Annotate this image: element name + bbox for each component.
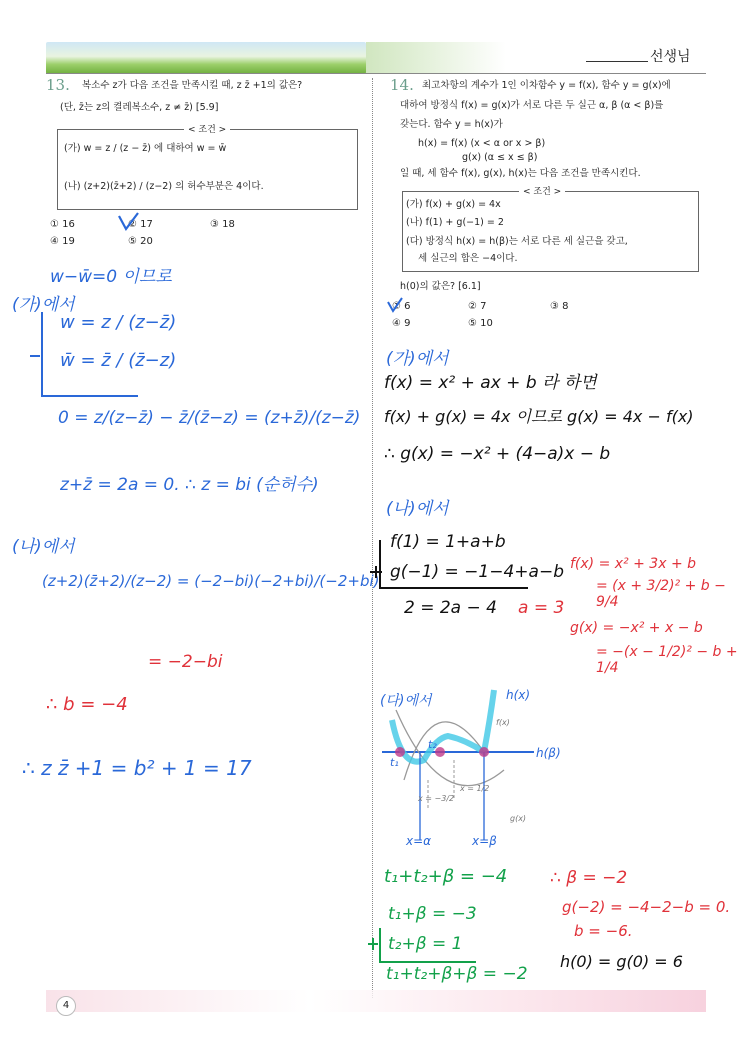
q14-eq-8: h(0) = g(0) = 6 bbox=[560, 952, 683, 971]
page-number: 4 bbox=[56, 996, 76, 1016]
q14-stem-line-4: 일 때, 세 함수 f(x), g(x), h(x)는 다음 조건을 만족시킨다. bbox=[400, 168, 641, 179]
q14-number: 14. bbox=[390, 76, 414, 94]
q14-eq-3: t₂+β = 1 bbox=[388, 934, 463, 954]
q14-choice-1[interactable]: ① 6 bbox=[392, 301, 411, 312]
header-banner-image bbox=[46, 42, 366, 74]
q13-note-line-9: = −2−bi bbox=[148, 652, 223, 672]
q14-eq-1: t₁+t₂+β = −4 bbox=[384, 866, 508, 887]
q13-choice-3[interactable]: ③ 18 bbox=[210, 219, 235, 230]
graph-label-hx: h(x) bbox=[506, 688, 531, 702]
q14-note-line-8: 2 = 2a − 4 bbox=[404, 598, 497, 618]
teacher-name-blank bbox=[586, 61, 648, 62]
q13-note-line-3: w = z / (z−z̄) bbox=[60, 312, 177, 333]
graph-label-x-minus: x = −3/2 bbox=[418, 794, 455, 803]
q14-note-line-6: f(1) = 1+a+b bbox=[390, 532, 506, 552]
q14-choice-3[interactable]: ③ 8 bbox=[550, 301, 569, 312]
point-beta bbox=[479, 747, 489, 757]
graph-label-x-plus: x = 1/2 bbox=[460, 784, 490, 793]
q13-choice-4[interactable]: ④ 19 bbox=[50, 236, 75, 247]
q14-h-definition-1: h(x) = f(x) (x < α or x > β) bbox=[418, 138, 546, 149]
q14-red-note-3: g(x) = −x² + x − b bbox=[570, 620, 703, 636]
q13-note-line-11: ∴ z z̄ +1 = b² + 1 = 17 bbox=[22, 756, 252, 780]
q14-note-line-3: f(x) + g(x) = 4x 이므로 g(x) = 4x − f(x) bbox=[384, 407, 694, 426]
q14-condition-a: (가) f(x) + g(x) = 4x bbox=[406, 199, 501, 210]
header-banner-fade bbox=[366, 42, 506, 74]
q14-red-note-2: = (x + 3/2)² + b − 9/4 bbox=[596, 578, 726, 610]
q13-condition-title: < 조건 > bbox=[184, 122, 230, 135]
graph-label-hb: h(β) bbox=[536, 746, 561, 760]
q13-answer-check-mark bbox=[116, 210, 142, 236]
footer-decoration bbox=[46, 990, 706, 1012]
q14-stem-line-2: 대하여 방정식 f(x) = g(x)가 서로 다른 두 실근 α, β (α < β)를 bbox=[400, 100, 664, 111]
q13-note-line-10: ∴ b = −4 bbox=[46, 694, 128, 715]
graph-label-t2: t₂ bbox=[428, 738, 437, 751]
q14-red-note-4: = −(x − 1/2)² − b + 1/4 bbox=[596, 644, 738, 676]
q14-note-line-1: (가)에서 bbox=[386, 349, 449, 369]
graph-label-x-alpha: x=α bbox=[406, 834, 432, 848]
q14-note-line-7: g(−1) = −1−4+a−b bbox=[390, 562, 564, 582]
q14-condition-title: < 조건 > bbox=[519, 184, 565, 197]
q13-subtraction-bracket bbox=[28, 310, 148, 400]
q13-note: (단, z̄는 z의 켤레복소수, z ≠ z̄) [5.9] bbox=[60, 102, 219, 113]
header-divider bbox=[46, 73, 706, 74]
q14-eq-6: g(−2) = −4−2−b = 0. bbox=[562, 898, 731, 916]
q13-condition-a: (가) w = z / (z − z̄) 에 대하여 w = w̄ bbox=[64, 143, 227, 154]
q13-note-line-5: 0 = z/(z−z̄) − z̄/(z̄−z) = (z+z̄)/(z−z̄) bbox=[58, 408, 361, 428]
q14-question: h(0)의 값은? [6.1] bbox=[400, 281, 481, 292]
q14-choice-5[interactable]: ⑤ 10 bbox=[468, 318, 493, 329]
q14-addition-bracket bbox=[368, 538, 538, 592]
q13-note-line-7: (나)에서 bbox=[12, 537, 75, 557]
q13-choice-1[interactable]: ① 16 bbox=[50, 219, 75, 230]
q13-note-line-1: w−w̄=0 이므로 bbox=[50, 267, 172, 287]
q14-condition-b: (나) f(1) + g(−1) = 2 bbox=[406, 217, 504, 228]
q14-green-bracket bbox=[366, 926, 486, 966]
graph-label-gx: g(x) bbox=[510, 814, 527, 823]
graph-label-t1: t₁ bbox=[390, 756, 399, 769]
q14-red-note-1: f(x) = x² + 3x + b bbox=[570, 556, 697, 572]
q13-note-line-8: (z+2)(z̄+2)/(z−2) = (−2−bi)(−2+bi)/(−2+bi) bbox=[42, 572, 380, 590]
graph-label-fx: f(x) bbox=[496, 718, 510, 727]
q13-number: 13. bbox=[46, 76, 70, 94]
q14-choice-2[interactable]: ② 7 bbox=[468, 301, 487, 312]
q14-h-definition-2: g(x) (α ≤ x ≤ β) bbox=[462, 152, 538, 163]
q13-note-line-2: (가)에서 bbox=[12, 295, 75, 315]
q14-stem-line-3: 갖는다. 함수 y = h(x)가 bbox=[400, 119, 503, 130]
q14-note-line-10: (다)에서 bbox=[380, 693, 432, 709]
q14-eq-7: b = −6. bbox=[574, 922, 633, 940]
q14-eq-2: t₁+β = −3 bbox=[388, 904, 477, 924]
q14-note-line-4: ∴ g(x) = −x² + (4−a)x − b bbox=[384, 444, 611, 464]
q14-condition-c-line-1: (다) 방정식 h(x) = h(β)는 서로 다른 세 실근을 갖고, bbox=[406, 236, 628, 247]
q14-choice-4[interactable]: ④ 9 bbox=[392, 318, 411, 329]
teacher-label: 선생님 bbox=[650, 49, 691, 65]
q14-eq-5: ∴ β = −2 bbox=[550, 868, 628, 888]
q14-condition-c-line-2: 세 실근의 합은 −4이다. bbox=[418, 253, 518, 264]
q13-choice-5[interactable]: ⑤ 20 bbox=[128, 236, 153, 247]
q14-note-line-2: f(x) = x² + ax + b 라 하면 bbox=[384, 373, 597, 393]
q14-eq-4: t₁+t₂+β+β = −2 bbox=[386, 964, 528, 984]
q13-stem: 복소수 z가 다음 조건을 만족시킬 때, z z̄ +1의 값은? bbox=[82, 80, 303, 91]
q14-stem-line-1: 최고차항의 계수가 1인 이차함수 y = f(x), 함수 y = g(x)에 bbox=[422, 80, 671, 91]
q13-choice-2[interactable]: ② 17 bbox=[128, 219, 153, 230]
q14-note-line-5: (나)에서 bbox=[386, 499, 449, 519]
q14-sketch-graph bbox=[374, 680, 564, 860]
q14-note-line-9: a = 3 bbox=[518, 598, 565, 618]
q13-note-line-6: z+z̄ = 2a = 0. ∴ z = bi (순허수) bbox=[60, 475, 319, 495]
q13-note-line-4: w̄ = z̄ / (z̄−z) bbox=[60, 350, 177, 371]
q14-answer-check-mark bbox=[386, 296, 404, 314]
graph-label-x-beta: x=β bbox=[472, 834, 497, 848]
q13-condition-b: (나) (z+2)(z̄+2) / (z−2) 의 허수부분은 4이다. bbox=[64, 181, 264, 192]
